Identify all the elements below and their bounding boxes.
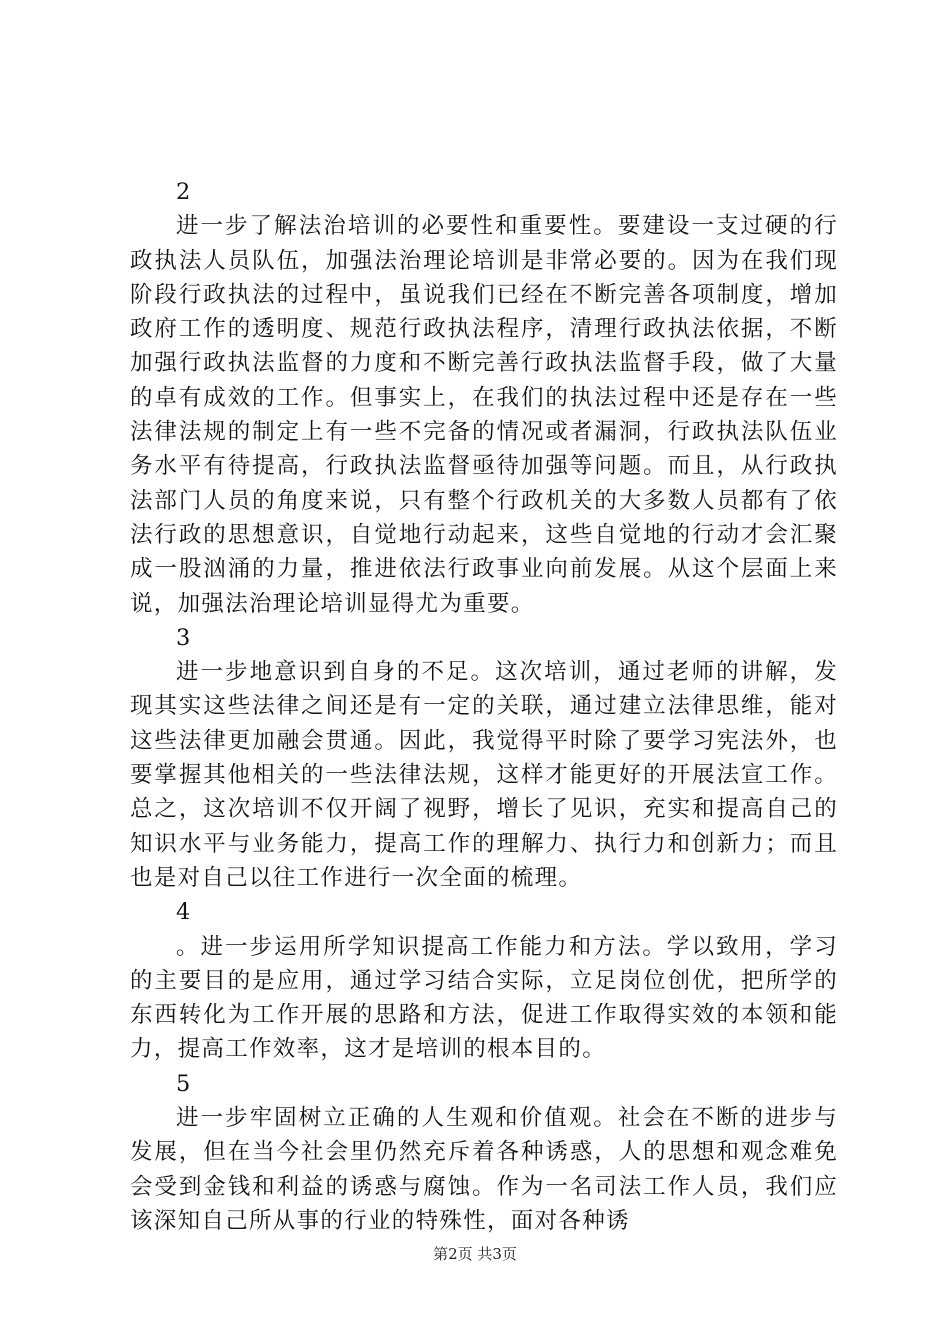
section-paragraph: 进一步牢固树立正确的人生观和价值观。社会在不断的进步与发展，但在当今社会里仍然充斥着各种诱惑，人的思想和观念难免会受到金钱和利益的诱惑与腐蚀。作为一名司法工作人员，我们应该深知自己所从事的行业的特殊性，面对各种诱 bbox=[130, 1105, 838, 1234]
section-number: 3 bbox=[176, 624, 192, 651]
section-number: 4 bbox=[176, 899, 192, 926]
section-number: 5 bbox=[176, 1070, 192, 1097]
page-footer bbox=[0, 1243, 950, 1265]
section-paragraph: 。进一步运用所学知识提高工作能力和方法。学以致用，学习的主要目的是应用，通过学习结合实际，立足岗位创优，把所学的东西转化为工作开展的思路和方法，促进工作取得实效的本领和能力，提高工作效率，这才是培训的根本目的。 bbox=[130, 933, 838, 1063]
page-number-label: 第2页 bbox=[433, 1245, 473, 1263]
section-paragraph: 进一步地意识到自身的不足。这次培训，通过老师的讲解，发现其实这些法律之间还是有一定的关联，通过建立法律思维，能对这些法律更加融会贯通。因此，我觉得平时除了要学习宪法外，也要掌握其他相关的一些法律法规，这样才能更好的开展法宣工作。总之，这次培训不仅开阔了视野，增长了见识，充实和提高自己的知识水平与业务能力，提高工作的理解力、执行力和创新力；而且也是对自己以往工作进行一次全面的梳理。 bbox=[130, 659, 838, 891]
total-pages-label: 共3页 bbox=[477, 1245, 517, 1263]
document-body bbox=[130, 175, 838, 1238]
section-paragraph: 进一步了解法治培训的必要性和重要性。要建设一支过硬的行政执法人员队伍，加强法治理论培训是非常必要的。因为在我们现阶段行政执法的过程中，虽说我们已经在不断完善各项制度，增加政府工作的透明度、规范行政执法程序，清理行政执法依据，不断加强行政执法监督的力度和不断完善行政执法监督手段，做了大量的卓有成效的工作。但事实上，在我们的执法过程中还是存在一些法律法规的制定上有一些不完备的情况或者漏洞，行政执法队伍业务水平有待提高，行政执法监督亟待加强等问题。而且，从行政执法部门人员的角度来说，只有整个行政机关的大多数人员都有了依法行政的思想意识，自觉地行动起来，这些自觉地的行动才会汇聚成一股汹涌的力量，推进依法行政事业向前发展。从这个层面上来说，加强法治理论培训显得尤为重要。 bbox=[130, 213, 838, 617]
section-number: 2 bbox=[176, 179, 192, 205]
